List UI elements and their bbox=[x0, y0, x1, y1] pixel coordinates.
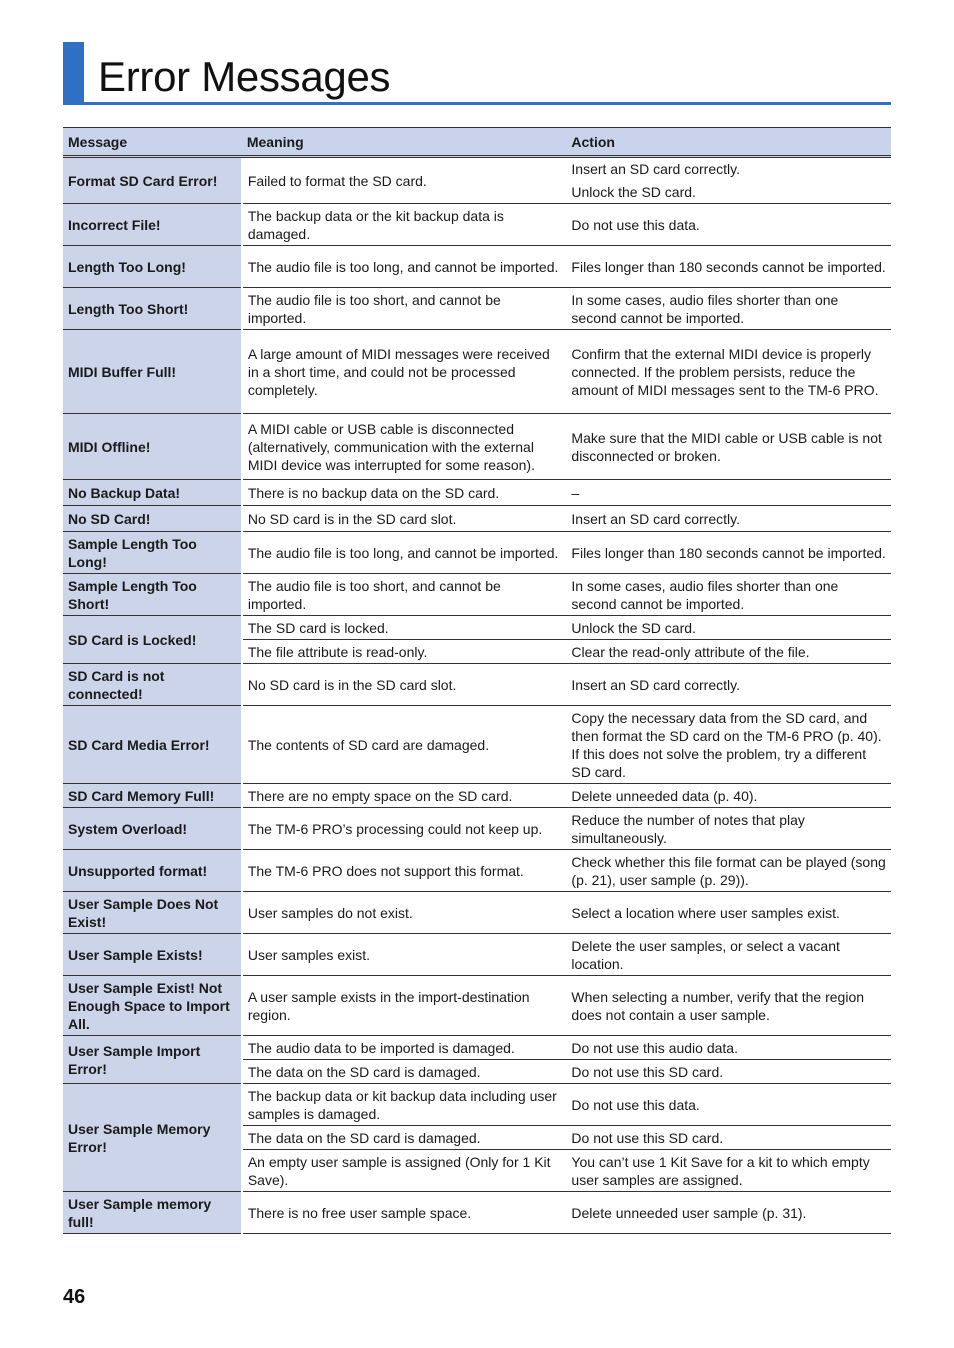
action-cell bbox=[566, 1150, 891, 1192]
action-cell bbox=[566, 288, 891, 330]
action-text: Unlock the SD card. bbox=[571, 619, 696, 636]
error-message-cell: User Sample Memory Error! bbox=[63, 1084, 242, 1192]
meaning-cell: No SD card is in the SD card slot. bbox=[242, 664, 567, 706]
error-message-cell: No Backup Data! bbox=[63, 480, 242, 506]
action-cell bbox=[566, 808, 891, 850]
table-row bbox=[63, 1036, 891, 1060]
action-text: Confirm that the external MIDI device is properly connected. If the problem persists, reduce the amount of MIDI messages sent to the TM-6 PRO. bbox=[571, 345, 879, 398]
meaning-cell: There is no free user sample space. bbox=[242, 1192, 567, 1234]
page-title: Error Messages bbox=[98, 53, 391, 100]
action-cell bbox=[566, 204, 891, 246]
error-message-cell: Sample Length Too Short! bbox=[63, 574, 242, 616]
action-text: Check whether this file format can be played (song (p. 21), user sample (p. 29)). bbox=[571, 853, 886, 888]
meaning-cell: There are no empty space on the SD card. bbox=[242, 784, 567, 808]
table-row bbox=[63, 246, 891, 288]
meaning-cell: The SD card is locked. bbox=[242, 616, 567, 640]
action-cell bbox=[566, 616, 891, 640]
error-message-cell: User Sample Exist! Not Enough Space to Import All. bbox=[63, 976, 242, 1036]
error-message-cell: Format SD Card Error! bbox=[63, 157, 242, 204]
error-message-cell: SD Card is not connected! bbox=[63, 664, 242, 706]
action-text: Do not use this data. bbox=[571, 1096, 700, 1113]
action-text: You can’t use 1 Kit Save for a kit to which empty user samples are assigned. bbox=[571, 1153, 870, 1188]
action-text: In some cases, audio files shorter than one second cannot be imported. bbox=[571, 291, 839, 326]
meaning-cell: The audio file is too long, and cannot be imported. bbox=[242, 246, 567, 288]
table-header-row bbox=[63, 128, 891, 157]
action-text: Unlock the SD card. bbox=[571, 184, 696, 200]
table-row bbox=[63, 574, 891, 616]
meaning-cell: User samples exist. bbox=[242, 934, 567, 976]
action-cell bbox=[566, 1036, 891, 1060]
page-number: 46 bbox=[63, 1286, 86, 1308]
error-message-cell: Length Too Long! bbox=[63, 246, 242, 288]
error-messages-table bbox=[63, 127, 891, 1234]
header-message: Message bbox=[63, 128, 242, 157]
action-text: Do not use this SD card. bbox=[571, 1063, 724, 1080]
meaning-cell: The audio data to be imported is damaged. bbox=[242, 1036, 567, 1060]
table-row bbox=[63, 808, 891, 850]
action-text: Files longer than 180 seconds cannot be imported. bbox=[571, 544, 886, 561]
action-text: Insert an SD card correctly. bbox=[571, 510, 740, 527]
action-cell bbox=[566, 1060, 891, 1084]
action-text: Insert an SD card correctly. bbox=[571, 676, 740, 693]
table-row bbox=[63, 706, 891, 784]
action-text: Select a location where user samples exist. bbox=[571, 904, 840, 921]
table-row bbox=[63, 616, 891, 640]
table-row bbox=[63, 664, 891, 706]
table-row bbox=[63, 976, 891, 1036]
table-row bbox=[63, 1192, 891, 1234]
error-message-cell: User Sample Import Error! bbox=[63, 1036, 242, 1084]
action-cell bbox=[566, 1084, 891, 1126]
error-message-cell: SD Card Media Error! bbox=[63, 706, 242, 784]
table-row bbox=[63, 288, 891, 330]
action-text: Reduce the number of notes that play simultaneously. bbox=[571, 811, 805, 846]
meaning-cell: The TM-6 PRO does not support this format. bbox=[242, 850, 567, 892]
error-message-cell: User Sample Does Not Exist! bbox=[63, 892, 242, 934]
table-row bbox=[63, 934, 891, 976]
meaning-cell: The audio file is too long, and cannot be imported. bbox=[242, 532, 567, 574]
action-cell bbox=[566, 892, 891, 934]
error-message-cell: Incorrect File! bbox=[63, 204, 242, 246]
table-row bbox=[63, 414, 891, 480]
table-row bbox=[63, 850, 891, 892]
meaning-cell: The data on the SD card is damaged. bbox=[242, 1126, 567, 1150]
table-row bbox=[63, 330, 891, 414]
meaning-cell: The contents of SD card are damaged. bbox=[242, 706, 567, 784]
action-text: Clear the read-only attribute of the file. bbox=[571, 643, 810, 660]
action-cell bbox=[566, 976, 891, 1036]
error-message-cell: SD Card Memory Full! bbox=[63, 784, 242, 808]
action-text: Delete unneeded data (p. 40). bbox=[571, 787, 758, 804]
action-cell bbox=[566, 640, 891, 664]
action-cell bbox=[566, 157, 891, 204]
meaning-cell: A large amount of MIDI messages were received in a short time, and could not be processed completely. bbox=[242, 330, 567, 414]
error-message-cell: User Sample Exists! bbox=[63, 934, 242, 976]
action-text: When selecting a number, verify that the region does not contain a user sample. bbox=[571, 988, 865, 1023]
action-cell bbox=[566, 784, 891, 808]
error-message-cell: No SD Card! bbox=[63, 506, 242, 532]
error-message-cell: User Sample memory full! bbox=[63, 1192, 242, 1234]
meaning-cell: An empty user sample is assigned (Only for 1 Kit Save). bbox=[242, 1150, 567, 1192]
action-text: Copy the necessary data from the SD card, and then format the SD card on the TM-6 PRO (p. 40). If this does not solve the problem, try a different SD card. bbox=[571, 709, 882, 780]
action-cell bbox=[566, 706, 891, 784]
meaning-cell: A user sample exists in the import-destination region. bbox=[242, 976, 567, 1036]
action-text: Make sure that the MIDI cable or USB cable is not disconnected or broken. bbox=[571, 429, 882, 464]
action-cell bbox=[566, 574, 891, 616]
error-message-cell: MIDI Offline! bbox=[63, 414, 242, 480]
action-cell bbox=[566, 934, 891, 976]
header-action: Action bbox=[566, 128, 891, 157]
action-text: – bbox=[571, 484, 580, 501]
meaning-cell: The data on the SD card is damaged. bbox=[242, 1060, 567, 1084]
table-row bbox=[63, 1084, 891, 1126]
title-underline bbox=[63, 102, 891, 105]
action-cell bbox=[566, 1126, 891, 1150]
action-text: Files longer than 180 seconds cannot be imported. bbox=[571, 258, 886, 275]
action-text: Do not use this audio data. bbox=[571, 1039, 738, 1056]
action-cell bbox=[566, 480, 891, 506]
error-message-cell: System Overload! bbox=[63, 808, 242, 850]
meaning-cell: The backup data or the kit backup data is damaged. bbox=[242, 204, 567, 246]
table-row bbox=[63, 532, 891, 574]
error-message-cell: SD Card is Locked! bbox=[63, 616, 242, 664]
action-text: Do not use this SD card. bbox=[571, 1129, 724, 1146]
meaning-cell: No SD card is in the SD card slot. bbox=[242, 506, 567, 532]
table-row bbox=[63, 506, 891, 532]
table-row bbox=[63, 204, 891, 246]
action-cell bbox=[566, 506, 891, 532]
meaning-cell: The file attribute is read-only. bbox=[242, 640, 567, 664]
action-text: In some cases, audio files shorter than one second cannot be imported. bbox=[571, 577, 839, 612]
table-row bbox=[63, 784, 891, 808]
action-cell bbox=[566, 532, 891, 574]
error-message-cell: Sample Length Too Long! bbox=[63, 532, 242, 574]
meaning-cell: A MIDI cable or USB cable is disconnected (alternatively, communication with the external MIDI device was interrupted for some reason). bbox=[242, 414, 567, 480]
action-text: Delete the user samples, or select a vacant location. bbox=[571, 937, 840, 972]
meaning-cell: The audio file is too short, and cannot be imported. bbox=[242, 574, 567, 616]
action-cell bbox=[566, 246, 891, 288]
meaning-cell: The backup data or kit backup data including user samples is damaged. bbox=[242, 1084, 567, 1126]
action-cell bbox=[566, 850, 891, 892]
action-cell bbox=[566, 330, 891, 414]
error-message-cell: MIDI Buffer Full! bbox=[63, 330, 242, 414]
table-body bbox=[63, 157, 891, 1234]
table-row bbox=[63, 480, 891, 506]
meaning-cell: Failed to format the SD card. bbox=[242, 157, 567, 204]
action-text: Insert an SD card correctly. bbox=[571, 161, 740, 177]
action-cell bbox=[566, 1192, 891, 1234]
error-message-cell: Length Too Short! bbox=[63, 288, 242, 330]
title-accent-bar bbox=[63, 42, 84, 104]
header-meaning: Meaning bbox=[242, 128, 567, 157]
table-row bbox=[63, 892, 891, 934]
action-cell bbox=[566, 414, 891, 480]
error-message-cell: Unsupported format! bbox=[63, 850, 242, 892]
action-cell bbox=[566, 664, 891, 706]
meaning-cell: There is no backup data on the SD card. bbox=[242, 480, 567, 506]
meaning-cell: The TM-6 PRO’s processing could not keep up. bbox=[242, 808, 567, 850]
meaning-cell: User samples do not exist. bbox=[242, 892, 567, 934]
action-text: Do not use this data. bbox=[571, 216, 700, 233]
table-row bbox=[63, 157, 891, 204]
meaning-cell: The audio file is too short, and cannot be imported. bbox=[242, 288, 567, 330]
action-text: Delete unneeded user sample (p. 31). bbox=[571, 1204, 807, 1221]
